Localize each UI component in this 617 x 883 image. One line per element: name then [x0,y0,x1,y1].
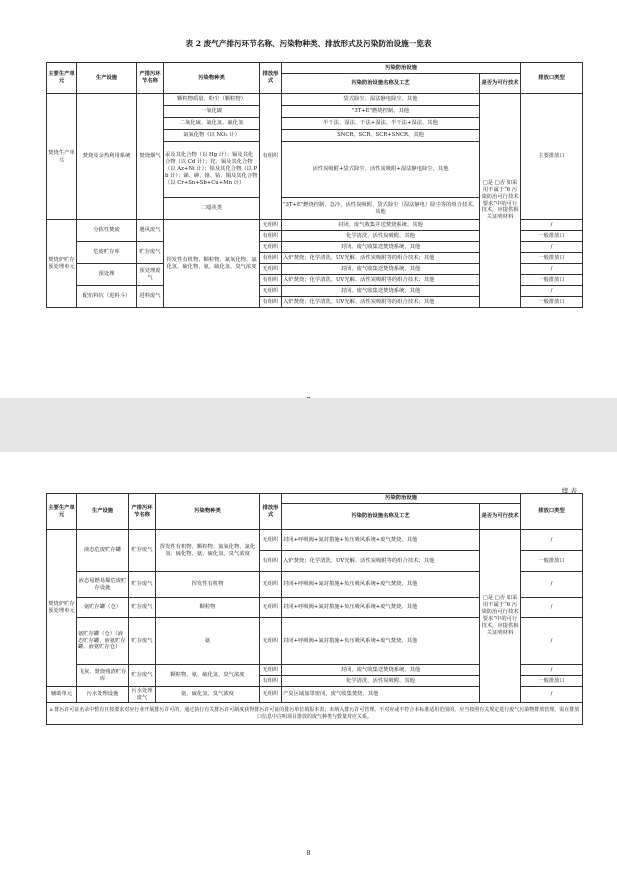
facility-cell: 液态危废贮存罐 [77,530,129,572]
outlet-cell: / [521,572,583,598]
pollutant-cell: 挥发性有机物 [156,572,260,598]
facility-cell: 液态易燃易爆危废贮存设施 [77,572,129,598]
emission-cell: 有组织 [260,94,282,220]
header-facility: 生产设施 [77,63,137,94]
control-cell: "3T+E"燃烧控制、急冷、活性炭吸附、袋式除尘（湿法静电）除尘等的组合技术、其他 [282,198,480,220]
pollutant-cell: 氨 [156,618,260,665]
header-pollutant: 污染物种类 [156,494,260,530]
pollutant-cell: 二氧化硫、氯化氢、氟化氢 [164,118,260,130]
facility-cell: 危废贮存库 [77,242,137,264]
facility-cell: 分拣性焚废 [77,220,137,242]
outlet-cell: / [521,220,583,231]
link-cell: 贮存废气 [137,242,164,264]
header-unit: 主要生产单元 [47,494,77,530]
control-cell: SNCR、SCR、SCR+SNCR、其他 [282,130,480,142]
continued-label: 续 表 [561,487,577,495]
header-facility: 生产设施 [77,494,129,530]
header-pollutant: 污染物种类 [164,63,260,94]
link-cell: 进料废气 [137,286,164,308]
outlet-cell: 一般排放口 [521,231,583,242]
pollutant-cell: 汞及其化合物（以 Hg 计）；镉及其化合物（以 Cd 计）；铊、镉及其化合物（以 Az+Ni 计）；铅及其化合物（以 Pb 计）；锑、砷、铬、钴、铜及其化合物（以 Cr+Sn+Sb+Cu+Mn 计） [164,142,260,198]
control-cell: 半干法、湿法、干法+湿法、半干法+湿法、其他 [282,118,480,130]
control-cell: "3T+E"燃烧控制、其他 [282,106,480,118]
outlet-cell: 一般排放口 [521,297,583,308]
emission-cell: 无组织 [260,264,282,275]
outlet-cell: / [521,530,583,551]
link-cell: 遇风废气 [137,220,164,242]
pollutant-cell: 氮氧化物（以 NO₂ 计） [164,130,260,142]
emission-cell: 有组织 [260,275,282,286]
link-cell: 污水处理废气 [129,687,156,703]
feasible-cell: □是 □否 如采用不属于“6 污染防治可行技术要求”中的可行技术，应提供相关证明材料 [480,94,521,308]
unit-cell: 焚烧炉贮存预处理单元 [47,530,77,687]
facility-cell: 预处理 [77,264,137,286]
outlet-cell: / [521,264,583,275]
emission-cell: 无组织 [260,572,282,598]
control-cell: 入炉焚烧；化学清洗、UV光解、活性炭吸附等的组合技术；其他 [282,551,480,572]
control-cell: 产臭区域加罩密闭，废气收集焚烧、其他 [282,687,480,703]
page-1 [0,0,617,398]
link-cell: 贮存废气 [129,598,156,618]
outlet-cell: / [521,687,583,703]
outlet-cell: 一般排放口 [521,551,583,572]
header-outlet: 排放口类型 [521,494,583,530]
facility-cell: 飞灰、焚烧残渣贮存库 [77,665,129,687]
emission-cell: 无组织 [260,530,282,551]
control-cell: 袋式除尘、湿法静电除尘、其他 [282,94,480,106]
outlet-cell: 一般排放口 [521,253,583,264]
header-emission: 排放形式 [260,494,282,530]
outlet-cell: / [521,598,583,618]
outlet-cell: 一般排放口 [521,275,583,286]
emission-cell: 有组织 [260,297,282,308]
control-cell: 入炉焚烧；化学清洗、UV光解、活性炭吸附等的组合技术；其他 [282,275,480,286]
header-control-name: 污染防治设施名称及工艺 [282,74,480,94]
control-cell: 封闭、废气收集送焚烧系统、其他 [282,665,480,676]
page-gap [0,398,617,452]
page-number: 8 [306,849,311,857]
facility-cell: 氨贮存罐（仓） [77,598,129,618]
control-cell: 入炉焚烧；化学清洗、UV光解、活性炭吸附等的组合技术；其他 [282,253,480,264]
control-cell: 封闭、废气收集送焚烧系统、其他 [282,286,480,297]
control-cell: 化学清洗、活性炭吸附、其他 [282,231,480,242]
header-control-name: 污染防治设施名称及工艺 [282,504,480,530]
header-control: 污染防治设施 [282,63,521,74]
pollutant-cell: 颗粒物、氨、硫化氢、臭气浓度 [156,665,260,687]
link-cell: 贮存废气 [129,665,156,687]
facility-cell: 配伍料坑（进料斗） [77,286,137,308]
control-cell: 封闭+呼吸阀+氮封措施+负压吸风系统+废气焚烧、其他 [282,618,480,665]
facility-cell: 氨贮存罐（仓）（液态贮存罐、液氨贮存罐、液氨贮存仓） [77,618,129,665]
header-outlet: 排放口类型 [521,63,583,94]
link-cell: 焚烧烟气 [137,94,164,220]
table-title: 表 2 废气产排污环节名称、污染物种类、排放形式及污染防治设施一览表 [185,39,432,48]
pollutant-cell: 一氧化碳 [164,106,260,118]
facility-cell: 污水处理设施 [77,687,129,703]
link-cell: 贮存废气 [129,530,156,572]
link-cell: 预处理废气 [137,264,164,286]
control-cell: 入炉焚烧；化学清洗、UV光解、活性炭吸附等的组合技术；其他 [282,297,480,308]
header-control: 污染防治设施 [282,494,521,504]
emission-cell: 无组织 [260,220,282,231]
control-cell: 封闭+呼吸阀+氮封措施+负压吸风系统+废气焚烧、其他 [282,598,480,618]
control-cell: 活性炭吸附+袋式除尘、活性炭吸附+湿法静电除尘、其他 [282,142,480,198]
feasible-cell: □是 □否 如采用不属于“6 污染防治可行技术要求”中的可行技术，应提供相关证明材料 [480,530,521,703]
unit-cell: 焚烧炉贮存预处理单元 [47,220,77,308]
header-feasible: 是否为可行技术 [480,74,521,94]
header-emission: 排放形式 [260,63,282,94]
control-cell: 封闭、废气收集送焚烧系统、其他 [282,242,480,253]
header-feasible: 是否为可行技术 [480,504,521,530]
pollutant-cell: 挥发性有机物、颗粒物、氮氧化物、氯化氢、硫化物、氨、硫化氢、臭气浓度 [164,220,260,308]
pollutant-cell: 颗粒物质量、粉尘（颗粒物） [164,94,260,106]
header-link: 产排污环节名称 [137,63,164,94]
emission-cell: 有组织 [260,253,282,264]
emission-cell: 无组织 [260,286,282,297]
facility-cell: 焚烧及余热利用系统 [77,94,137,220]
header-link: 产排污环节名称 [129,494,156,530]
emission-cell: 有组织 [260,551,282,572]
outlet-cell: / [521,242,583,253]
outlet-cell: 主要排放口 [521,94,583,220]
emission-cell: 无组织 [260,687,282,703]
control-cell: 封闭、废气收集送焚烧系统、其他 [282,264,480,275]
pollutant-cell: 二噁英类 [164,198,260,220]
outlet-cell: / [521,618,583,665]
outlet-cell: / [521,665,583,676]
header-unit: 主要生产单元 [47,63,77,94]
control-cell: 化学清洗、活性炭吸附、其他 [282,676,480,687]
control-cell: 封闭、废气收集并送焚烧系统、其他 [282,220,480,231]
control-cell: 封闭+呼吸阀+氮封措施+负压吸风系统+废气焚烧、其他 [282,572,480,598]
outlet-cell: 一般排放口 [521,676,583,687]
table-footnote: a 排污许可证名录中暂有且按要求对应行业开展排污许可的，通过执行有关排污许可制度获得排污许可证的排污单位填报本表；未纳入排污许可管理、不对应或不符合本标准适用范围的，应当按照有关规定进行废气污染物排放管理。需在排放口信息中注明项目排放的废气种类与数量对应关系。 [47,703,583,725]
pollutant-cell: 颗粒物 [156,598,260,618]
control-cell: 封闭+呼吸阀+氮封措施+负压吸风系统+废气焚烧、其他 [282,530,480,551]
emission-cell: 有组织 [260,231,282,242]
emission-cell: 无组织 [260,598,282,618]
emission-cell: 无组织 [260,242,282,253]
table-2-part-2 [46,493,583,725]
unit-cell: 辅助单元 [47,687,77,703]
emission-cell: 无组织 [260,665,282,676]
table-2-part-1 [46,62,583,308]
unit-cell: 焚烧生产单元 [47,94,77,220]
link-cell: 贮存废气 [129,618,156,665]
outlet-cell: / [521,286,583,297]
emission-cell: 无组织 [260,618,282,665]
pollutant-cell: 挥发性有机物、颗粒物、氮氧化物、氯化氢、硫化物、氨、硫化氢、臭气浓度 [156,530,260,572]
pollutant-cell: 氨、硫化氢、臭气浓度 [156,687,260,703]
link-cell: 贮存废气 [129,572,156,598]
emission-cell: 有组织 [260,676,282,687]
